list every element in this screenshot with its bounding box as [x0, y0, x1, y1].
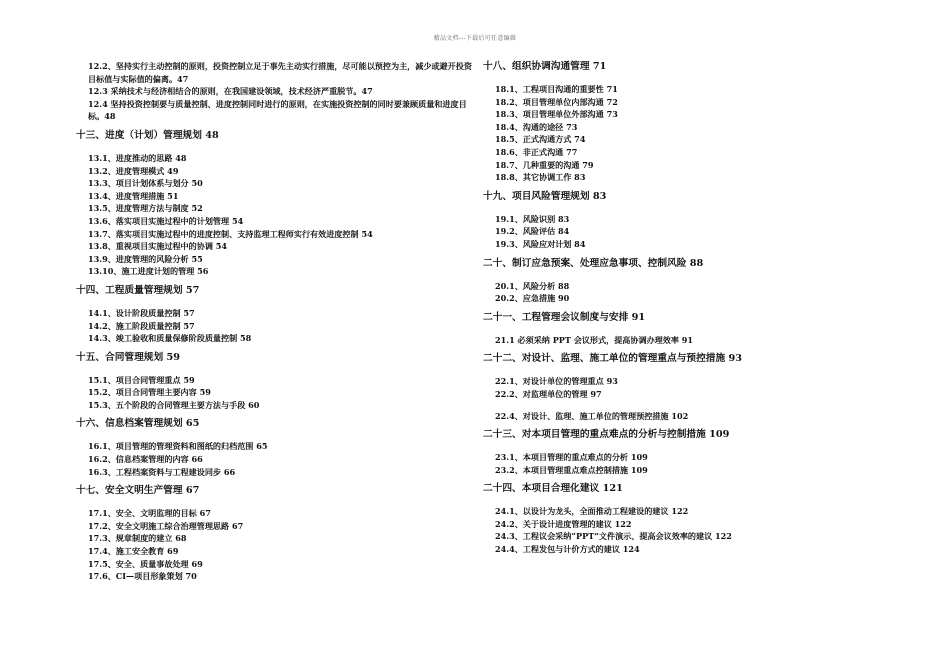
toc-entry: 20.1、风险分析 88 — [495, 280, 570, 291]
toc-entry: 22.4、对设计、监理、施工单位的管理预控措施 102 — [495, 410, 689, 421]
toc-entry: 19.3、风险应对计划 84 — [495, 238, 586, 249]
toc-entry: 13.3、项目计划体系与划分 50 — [88, 178, 203, 189]
toc-entry: 13.9、进度管理的风险分析 55 — [88, 253, 203, 264]
toc-entry: 20.2、应急措施 90 — [495, 293, 570, 304]
toc-section-heading: 十六、信息档案管理规划 65 — [76, 418, 200, 430]
toc-section-heading: 二十、制订应急预案、处理应急事项、控制风险 88 — [483, 257, 704, 269]
toc-entry: 12.3 采纳技术与经济相结合的原则，在我国建设领域，技术经济严重脱节。47 — [88, 86, 373, 97]
toc-entry: 14.2、施工阶段质量控制 57 — [88, 320, 195, 331]
toc-entry: 13.8、重视项目实施过程中的协调 54 — [88, 241, 228, 252]
toc-entry: 13.10、施工进度计划的管理 56 — [88, 266, 209, 277]
toc-entry: 17.4、施工安全教育 69 — [88, 546, 179, 557]
toc-entry: 17.5、安全、质量事故处理 69 — [88, 558, 203, 569]
toc-section-heading: 二十四、本项目合理化建议 121 — [483, 483, 623, 495]
toc-section-heading: 十七、安全文明生产管理 67 — [76, 485, 200, 497]
toc-entry: 13.5、进度管理方法与制度 52 — [88, 203, 203, 214]
toc-entry: 24.2、关于设计进度管理的建议 122 — [495, 518, 632, 529]
toc-entry: 17.2、安全文明施工综合治理管理思路 67 — [88, 520, 244, 531]
toc-section-heading: 二十二、对设计、监理、施工单位的管理重点与预控措施 93 — [483, 353, 743, 365]
toc-entry: 17.3、规章制度的建立 68 — [88, 533, 187, 544]
toc-entry: 16.1、项目管理的管理资料和图纸的归档范围 65 — [88, 441, 268, 452]
toc-entry: 14.3、竣工验收和质量保修阶段质量控制 58 — [88, 333, 252, 344]
toc-section-heading: 十五、合同管理规划 59 — [76, 351, 181, 363]
toc-entry: 17.1、安全、文明监理的目标 67 — [88, 508, 211, 519]
toc-entry: 17.6、CI—项目形象策划 70 — [88, 571, 197, 582]
toc-entry: 13.4、进度管理措施 51 — [88, 190, 179, 201]
toc-entry: 18.8、其它协调工作 83 — [495, 172, 586, 183]
toc-entry: 18.5、正式沟通方式 74 — [495, 134, 586, 145]
toc-entry: 21.1 必须采纳 PPT 会议形式，提高协调办理效率 91 — [495, 334, 694, 345]
toc-entry: 12.2、坚持实行主动控制的原则，投资控制立足于事先主动实行措施，尽可能以预控为主，减少或避开投资目标值与实际值的偏离。47 — [88, 61, 472, 84]
toc-entry: 14.1、设计阶段质量控制 57 — [88, 307, 195, 318]
toc-section-heading: 十三、进度（计划）管理规划 48 — [76, 129, 219, 141]
toc-entry: 24.4、工程发包与计价方式的建议 124 — [495, 544, 640, 555]
toc-section-heading: 十九、项目风险管理规划 83 — [483, 190, 607, 202]
toc-section-heading: 二十一、工程管理会议制度与安排 91 — [483, 311, 646, 323]
toc-entry: 23.1、本项目管理的重点难点的分析 109 — [495, 452, 648, 463]
toc-entry: 13.6、落实项目实施过程中的计划管理 54 — [88, 215, 244, 226]
toc-entry: 24.1、以设计为龙头，全面推动工程建设的建议 122 — [495, 506, 689, 517]
toc-entry: 22.2、对监理单位的管理 97 — [495, 388, 602, 399]
toc-entry: 13.2、进度管理模式 49 — [88, 165, 179, 176]
toc-entry: 19.2、风险评估 84 — [495, 226, 570, 237]
toc-entry: 19.1、风险识别 83 — [495, 213, 570, 224]
toc-entry: 18.1、工程项目沟通的重要性 71 — [495, 84, 618, 94]
toc-entry: 18.3、项目管理单位外部沟通 73 — [495, 109, 618, 120]
toc-entry: 15.3、五个阶段的合同管理主要方法与手段 60 — [88, 399, 260, 410]
toc-entry: 13.7、落实项目实施过程中的进度控制、支持监理工程师实行有效进度控制 54 — [88, 228, 373, 239]
toc-right-column — [483, 60, 903, 556]
toc-entry: 18.2、项目管理单位内部沟通 72 — [495, 96, 618, 107]
toc-entry: 18.4、沟通的途径 73 — [495, 121, 578, 132]
toc-left-column — [76, 60, 476, 583]
toc-entry: 24.3、工程议会采纳“PPT”文件演示、提高会议效率的建议 122 — [495, 531, 732, 542]
toc-section-heading: 二十三、对本项目管理的重点难点的分析与控制措施 109 — [483, 429, 730, 441]
toc-entry: 12.4 坚持投资控制要与质量控制、进度控制同时进行的原则，在实施投资控制的同时要兼顾质量和进度目标。48 — [88, 98, 467, 122]
toc-entry: 15.2、项目合同管理主要内容 59 — [88, 387, 211, 398]
toc-section-heading: 十八、组织协调沟通管理 71 — [483, 61, 607, 72]
toc-entry: 18.6、非正式沟通 77 — [495, 146, 578, 157]
toc-entry: 22.1、对设计单位的管理重点 93 — [495, 376, 618, 387]
toc-entry: 15.1、项目合同管理重点 59 — [88, 374, 195, 385]
toc-entry: 16.3、工程档案资料与工程建设同步 66 — [88, 466, 236, 477]
toc-entry: 23.2、本项目管理重点难点控制措施 109 — [495, 464, 648, 475]
toc-entry: 18.7、几种重要的沟通 79 — [495, 159, 594, 170]
toc-section-heading: 十四、工程质量管理规划 57 — [76, 284, 200, 296]
page-header: 精品文档---下载后可任意编辑 — [433, 35, 517, 42]
toc-entry: 16.2、信息档案管理的内容 66 — [88, 454, 203, 465]
toc-entry: 13.1、进度推动的思路 48 — [88, 152, 187, 163]
